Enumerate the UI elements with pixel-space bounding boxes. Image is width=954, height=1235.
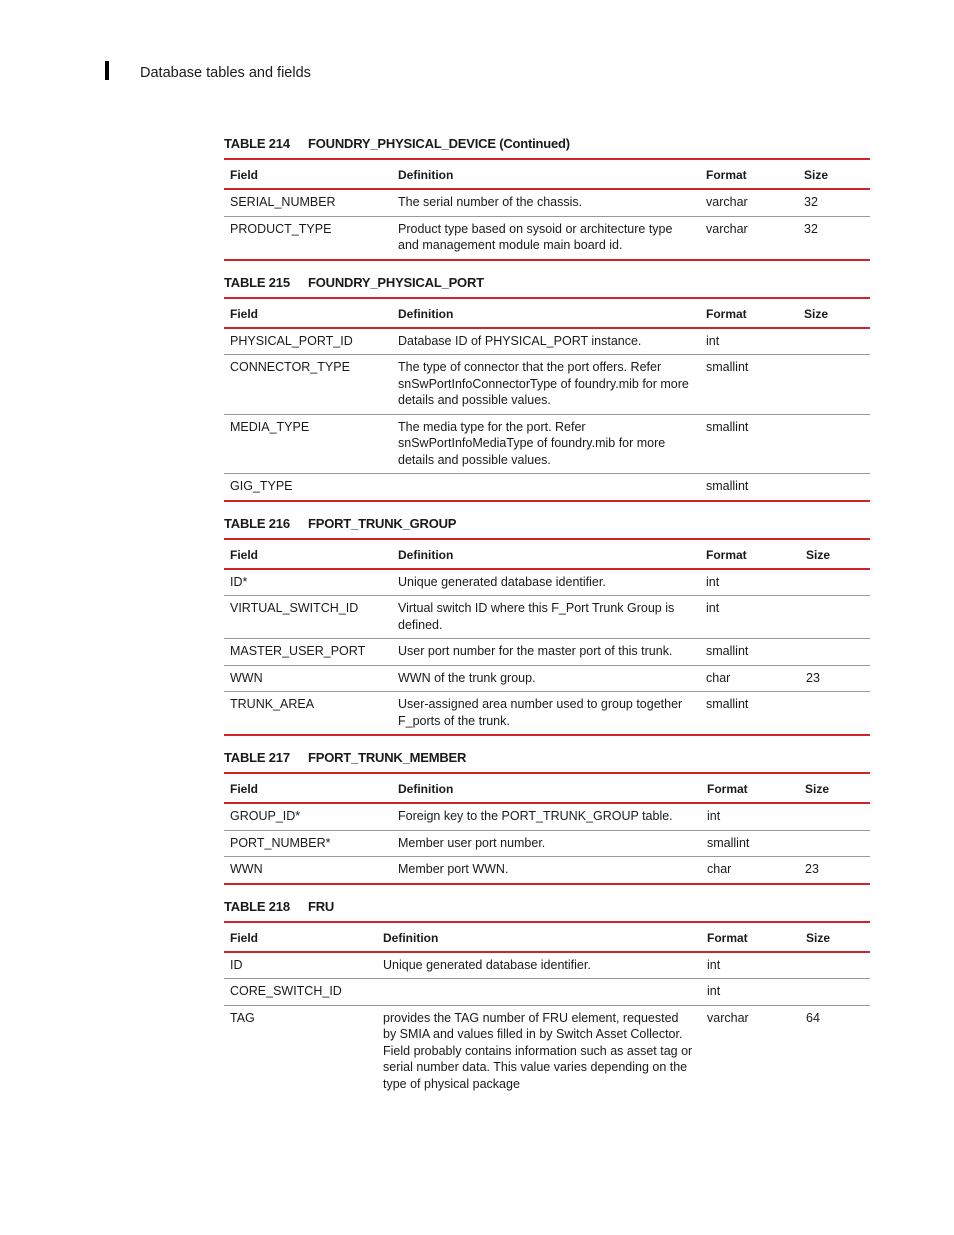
cell-format: smallint [700, 355, 798, 415]
cell-definition: Foreign key to the PORT_TRUNK_GROUP table. [392, 803, 701, 830]
cell-definition: WWN of the trunk group. [392, 665, 700, 692]
cell-format: int [700, 328, 798, 355]
cell-size: 64 [806, 1010, 820, 1025]
table-name: FPORT_TRUNK_MEMBER [308, 750, 467, 765]
cell-format: smallint [700, 414, 798, 474]
cell-size [799, 830, 870, 857]
cell-format: smallint [700, 692, 800, 736]
table-215 [224, 269, 870, 510]
table-caption [224, 510, 870, 538]
cell-size: 23 [799, 857, 870, 884]
col-header-definition: Definition [398, 306, 454, 321]
data-table [224, 538, 870, 737]
table-caption [224, 269, 870, 297]
table-name: FOUNDRY_PHYSICAL_PORT [308, 274, 484, 290]
cell-size [798, 474, 870, 501]
table-caption [224, 893, 870, 921]
col-header-size: Size [805, 782, 830, 796]
col-header-size: Size [804, 168, 829, 182]
col-header-size: Size [806, 547, 831, 562]
table-row [224, 692, 870, 736]
col-header-definition: Definition [398, 168, 454, 182]
cell-size: 32 [798, 216, 870, 260]
cell-field: MEDIA_TYPE [224, 414, 392, 474]
data-table [224, 772, 870, 885]
cell-field: ID [224, 952, 377, 979]
table-row [224, 830, 870, 857]
col-header-field: Field [230, 930, 259, 945]
table-row [224, 569, 870, 596]
cell-format: int [700, 596, 800, 639]
col-header-format: Format [706, 547, 747, 562]
page-margin-marker [105, 61, 109, 80]
cell-size [798, 355, 870, 415]
cell-size [800, 979, 870, 1006]
table-row [224, 474, 870, 501]
cell-size [798, 414, 870, 474]
cell-field: PORT_NUMBER* [224, 830, 392, 857]
cell-format: smallint [700, 639, 800, 666]
col-header-field: Field [230, 306, 259, 321]
table-row [224, 189, 870, 216]
table-number: TABLE 214 [224, 136, 290, 151]
cell-field: GROUP_ID* [224, 803, 392, 830]
table-header-row [224, 922, 870, 952]
cell-definition [392, 474, 700, 501]
cell-format: int [701, 979, 800, 1006]
cell-size: 32 [798, 189, 870, 216]
cell-definition: Unique generated database identifier. [377, 952, 701, 979]
table-name: FRU [308, 898, 335, 914]
table-row [224, 665, 870, 692]
cell-field: SERIAL_NUMBER [224, 189, 392, 216]
cell-definition: User-assigned area number used to group together F_ports of the trunk. [392, 692, 700, 736]
tables-container [224, 130, 870, 1097]
cell-definition: The media type for the port. Refer snSwPortInfoMediaType of foundry.mib for more details and possible values. [392, 414, 700, 474]
table-name: FPORT_TRUNK_GROUP [308, 515, 457, 531]
cell-definition: provides the TAG number of FRU element, requested by SMIA and values filled in by Switch Asset Collector. Field probably contains information such as asset tag or serial number data. This value varies depending on the type of physical package [383, 1010, 693, 1091]
table-row [224, 639, 870, 666]
cell-size [800, 569, 870, 596]
cell-definition: Database ID of PHYSICAL_PORT instance. [392, 328, 700, 355]
cell-definition: The type of connector that the port offers. Refer snSwPortInfoConnectorType of foundry.mib for more details and possible values. [392, 355, 700, 415]
table-row [224, 596, 870, 639]
cell-field: MASTER_USER_PORT [224, 639, 392, 666]
table-row [224, 952, 870, 979]
col-header-definition: Definition [383, 930, 439, 945]
col-header-size: Size [804, 306, 829, 321]
col-header-format: Format [707, 782, 748, 796]
cell-field: PHYSICAL_PORT_ID [224, 328, 392, 355]
col-header-format: Format [706, 306, 747, 321]
cell-field: WWN [224, 857, 392, 884]
table-header-row [224, 159, 870, 189]
cell-size [800, 692, 870, 736]
cell-size [800, 596, 870, 639]
cell-field: ID* [224, 569, 392, 596]
cell-format: varchar [707, 1010, 749, 1025]
cell-definition: Unique generated database identifier. [392, 569, 700, 596]
col-header-field: Field [230, 168, 259, 182]
table-header-row [224, 298, 870, 328]
cell-format: int [701, 803, 799, 830]
cell-field: PRODUCT_TYPE [224, 216, 392, 260]
cell-definition: User port number for the master port of this trunk. [392, 639, 700, 666]
col-header-size: Size [806, 930, 831, 945]
cell-definition [377, 979, 701, 1006]
col-header-format: Format [707, 930, 748, 945]
table-name: FOUNDRY_PHYSICAL_DEVICE (Continued) [308, 136, 570, 151]
cell-format: char [700, 665, 800, 692]
col-header-format: Format [706, 168, 747, 182]
table-row [224, 216, 870, 260]
table-row [224, 979, 870, 1006]
col-header-field: Field [230, 782, 259, 796]
cell-format: varchar [700, 216, 798, 260]
cell-size [798, 328, 870, 355]
cell-format: int [700, 569, 800, 596]
cell-field: CORE_SWITCH_ID [224, 979, 377, 1006]
cell-field: TAG [230, 1010, 255, 1025]
table-218 [224, 893, 870, 1098]
cell-size [800, 952, 870, 979]
table-216 [224, 510, 870, 745]
table-row [224, 857, 870, 884]
table-214 [224, 130, 870, 269]
cell-format: char [701, 857, 799, 884]
table-number: TABLE 215 [224, 274, 290, 290]
cell-field: WWN [224, 665, 392, 692]
table-217 [224, 744, 870, 893]
table-header-row [224, 539, 870, 569]
table-row [224, 355, 870, 415]
table-caption [224, 130, 870, 158]
data-table [224, 297, 870, 502]
cell-size: 23 [800, 665, 870, 692]
cell-field: CONNECTOR_TYPE [224, 355, 392, 415]
data-table [224, 921, 870, 1098]
cell-definition: Virtual switch ID where this F_Port Trunk Group is defined. [392, 596, 700, 639]
cell-format: smallint [700, 474, 798, 501]
cell-format: varchar [700, 189, 798, 216]
table-caption [224, 744, 870, 772]
cell-field: GIG_TYPE [224, 474, 392, 501]
table-row [224, 803, 870, 830]
col-header-field: Field [230, 547, 259, 562]
cell-definition: The serial number of the chassis. [392, 189, 700, 216]
table-number: TABLE 216 [224, 515, 290, 531]
data-table [224, 158, 870, 261]
table-number: TABLE 218 [224, 898, 290, 914]
table-row [224, 1005, 870, 1097]
table-number: TABLE 217 [224, 750, 290, 765]
cell-format: smallint [701, 830, 799, 857]
running-header: Database tables and fields [140, 65, 311, 81]
table-row [224, 414, 870, 474]
cell-format: int [701, 952, 800, 979]
cell-field: TRUNK_AREA [224, 692, 392, 736]
col-header-definition: Definition [398, 547, 454, 562]
cell-size [799, 803, 870, 830]
table-row [224, 328, 870, 355]
col-header-definition: Definition [398, 782, 454, 796]
cell-definition: Member user port number. [392, 830, 701, 857]
cell-field: VIRTUAL_SWITCH_ID [224, 596, 392, 639]
cell-size [800, 639, 870, 666]
table-header-row [224, 773, 870, 803]
cell-definition: Member port WWN. [392, 857, 701, 884]
cell-definition: Product type based on sysoid or architecture type and management module main board id. [392, 216, 700, 260]
